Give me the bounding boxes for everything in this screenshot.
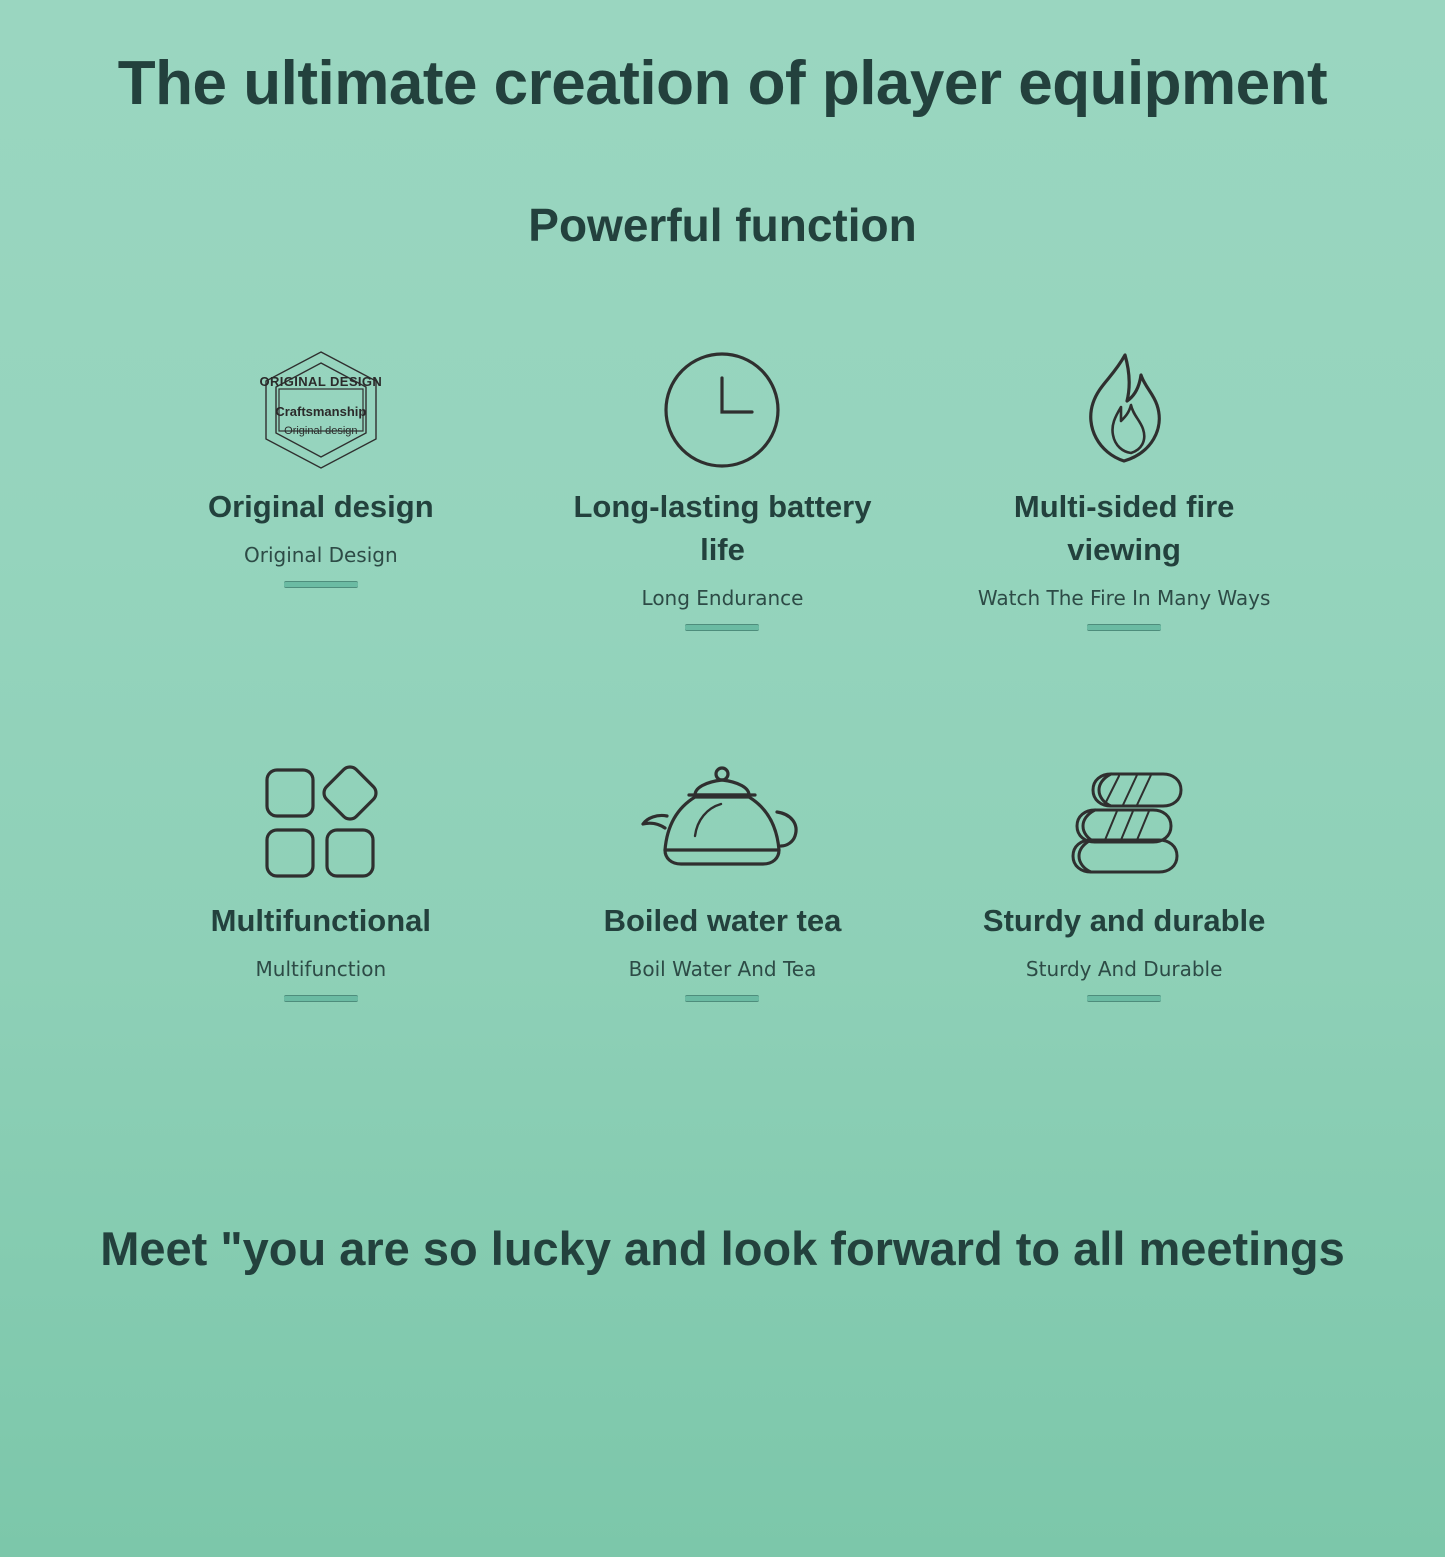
divider (284, 995, 358, 1002)
hexagon-craftsmanship-icon (256, 340, 386, 480)
feature-item-sturdy-durable (923, 752, 1325, 1112)
feature-subtitle: Watch The Fire In Many Ways (977, 585, 1271, 610)
divider (1087, 995, 1161, 1002)
page-title: The ultimate creation of player equipment (117, 49, 1328, 118)
feature-title: Sturdy and durable (982, 903, 1266, 939)
feature-title: Multifunctional (210, 903, 432, 939)
feature-item-fire-viewing (923, 322, 1325, 682)
divider (1087, 624, 1161, 631)
footer-tagline: Meet "you are so lucky and look forward to all meetings (100, 1222, 1345, 1275)
feature-grid-row-2 (0, 752, 1445, 1112)
feature-subtitle: Boil Water And Tea (628, 956, 817, 981)
feature-subtitle: Sturdy And Durable (1025, 956, 1223, 981)
divider (685, 624, 759, 631)
feature-item-original-design (120, 322, 522, 682)
section-subtitle: Powerful function (528, 199, 917, 252)
four-shapes-icon (261, 754, 381, 894)
divider (685, 995, 759, 1002)
logo-line-3: Original design (284, 425, 358, 438)
feature-subtitle: Original Design (243, 542, 398, 567)
teapot-icon (637, 754, 807, 894)
feature-subtitle: Long Endurance (641, 585, 804, 610)
flame-icon (1069, 340, 1179, 480)
feature-title: Long-lasting battery life (573, 489, 872, 567)
feature-title: Original design (208, 489, 434, 525)
feature-item-battery-life (522, 322, 924, 682)
feature-title: Boiled water tea (603, 903, 842, 939)
feature-grid-row-1 (0, 322, 1445, 682)
feature-item-boiled-water-tea (522, 752, 924, 1112)
firewood-logs-icon (1059, 754, 1189, 894)
feature-title: Multi-sided fire viewing (1013, 489, 1235, 567)
feature-item-multifunctional (120, 752, 522, 1112)
feature-subtitle: Multifunction (255, 956, 387, 981)
clock-icon (660, 340, 784, 480)
logo-line-2: Craftsmanship (275, 404, 367, 420)
logo-line-1: ORIGINAL DESIGN (259, 374, 383, 390)
divider (284, 581, 358, 588)
